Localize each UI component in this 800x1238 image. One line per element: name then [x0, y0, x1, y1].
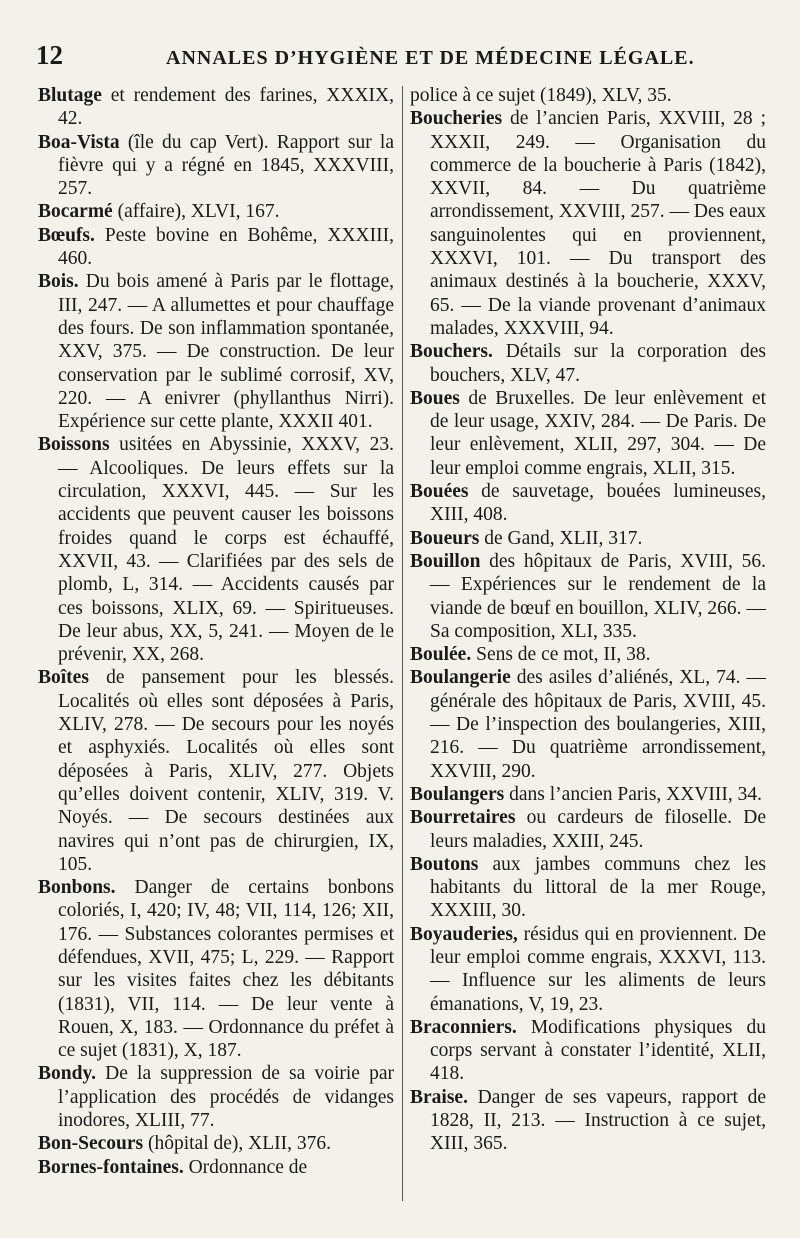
- entry-text: des hôpitaux de Paris, XVIII, 56. — Expériences sur le rendement de la viande de bœuf en bouillon, XLIV, 266. — Sa composition, XLI, 335.: [430, 550, 766, 642]
- entry-text: dans l’ancien Paris, XXVIII, 34.: [504, 783, 763, 805]
- entry-text: Danger de certains bonbons coloriés, I, 420; IV, 48; VII, 114, 126; XII, 176. — Substances colorantes permises et défendues, XVII, 475; L, 229. — Rapport sur les visites faites chez les débitants (1831), VII, 114. — De leur vente à Rouen, X, 183. — Ordonnance du préfet à ce sujet (1831), X, 187.: [58, 877, 394, 1062]
- index-entry: [410, 806, 766, 853]
- entry-text: de l’ancien Paris, XXVIII, 28 ; XXXII, 249. — Organisation du commerce de la boucherie à Paris (1842), XXVII, 84. — Du quatrième arrondissement, XXVIII, 257. — Des eaux sanguinolentes qui en proviennent, XXXVI, 101. — Du transport des animaux destinés à la boucherie, XXXV, 65. — De la viande provenant d’animaux malades, XXXVIII, 94.: [430, 108, 766, 339]
- index-entry: [38, 1062, 394, 1132]
- index-entry: [410, 340, 766, 387]
- entry-text: de Bruxelles. De leur enlèvement et de leur usage, XXIV, 284. — De Paris. De leur enlèvement, XLII, 297, 304. — De leur emploi comme engrais, XLII, 315.: [430, 387, 766, 479]
- entry-text: Ordonnance de: [183, 1156, 308, 1178]
- entry-text: Danger de ses vapeurs, rapport de 1828, II, 213. — Instruction à ce sujet, XIII, 365.: [430, 1086, 766, 1155]
- entry-text: et rendement des farines, XXXIX, 42.: [58, 85, 394, 130]
- entry-headword: Boulée.: [410, 644, 472, 666]
- entry-text: résidus qui en proviennent. De leur emploi comme engrais, XXXVI, 113. — Influence sur les aliments de leurs émanations, V, 19, 23.: [430, 923, 766, 1015]
- entry-headword: Boulangers: [410, 783, 505, 805]
- index-entry: [38, 84, 394, 131]
- entry-headword: Boulangerie: [410, 667, 511, 689]
- index-entry: [38, 224, 394, 271]
- entry-text: Du bois amené à Paris par le flottage, III, 247. — A allumettes et pour chauffage des fours. De son inflammation spontanée, XXV, 375. — De construction. De leur conservation par le sublimé corrosif, XV, 220. — A enivrer (phyllanthus Nirri). Expérience sur cette plante, XXXII 401.: [58, 271, 394, 433]
- entry-text: Détails sur la corporation des bouchers, XLV, 47.: [430, 341, 766, 386]
- entry-headword: Blutage: [38, 85, 102, 106]
- right-column: [410, 84, 766, 1156]
- entry-text: usitées en Abyssinie, XXXV, 23. — Alcooliques. De leurs effets sur la circulation, XXXVI, 445. — Sur les accidents que peuvent causer les boissons froides quand le corps est échauffé, XXVII, 43. — Clarifiées par des sels de plomb, L, 314. — Accidents causés par ces boissons, XLIX, 69. — Spiritueuses. De leur abus, XX, 5, 241. — Moyen de le prévenir, XX, 268.: [58, 434, 394, 666]
- index-entry: [410, 643, 766, 666]
- entry-text: police à ce sujet (1849), XLV, 35.: [410, 85, 672, 106]
- entry-text: de Gand, XLII, 317.: [479, 527, 643, 549]
- entry-headword: Bouchers.: [410, 341, 493, 363]
- running-title: ANNALES D’HYGIÈNE ET DE MÉDECINE LÉGALE.: [166, 47, 695, 69]
- index-entry: [410, 387, 766, 480]
- entry-text: de sauvetage, bouées lumineuses, XIII, 408.: [430, 481, 766, 526]
- entry-text: aux jambes communs chez les habitants du littoral de la mer Rouge, XXXIII, 30.: [430, 853, 766, 922]
- entry-text: (affaire), XLVI, 167.: [112, 201, 280, 223]
- index-entry: [38, 200, 394, 223]
- index-entry: [38, 1132, 394, 1155]
- entry-headword: Boueurs: [410, 527, 480, 549]
- index-entry: [38, 433, 394, 666]
- entry-text: Sens de ce mot, II, 38.: [471, 644, 651, 666]
- entry-headword: Bocarmé: [38, 201, 113, 223]
- entry-headword: Bondy.: [38, 1063, 96, 1085]
- entry-headword: Braconniers.: [410, 1016, 517, 1038]
- entry-text: (île du cap Vert). Rapport sur la fièvre qui y a régné en 1845, XXXVIII, 257.: [58, 131, 394, 200]
- index-entry: [410, 550, 766, 643]
- index-entry: [38, 131, 394, 201]
- entry-headword: Bonbons.: [38, 877, 116, 899]
- entry-headword: Braise.: [410, 1086, 468, 1108]
- entry-text: Modifications physiques du corps servant à constater l’identité, XLII, 418.: [430, 1016, 766, 1085]
- entry-headword: Bois.: [38, 271, 79, 293]
- entry-headword: Bœufs.: [38, 224, 95, 246]
- entry-text: Peste bovine en Bohême, XXXIII, 460.: [58, 224, 394, 270]
- entry-text: de pansement pour les blessés. Localités où elles sont déposées à Paris, XLIV, 278. — De secours pour les noyés et asphyxiés. Localités où elles sont déposées à Paris, XLIV, 277. Objets qu’elles doivent contenir, XLIV, 319. V. Noyés. — De secours destinées aux navires qui n’ont pas de chirurgien, IX, 105.: [58, 667, 394, 875]
- entry-headword: Boîtes: [38, 667, 89, 689]
- index-entry: [38, 876, 394, 1062]
- entry-headword: Boyauderies,: [410, 923, 518, 945]
- index-entry: [410, 480, 766, 527]
- index-entry: [410, 1086, 766, 1156]
- page-number: 12: [36, 40, 63, 70]
- entry-text: De la suppression de sa voirie par l’application des procédés de vidanges inodores, XLIII, 77.: [58, 1063, 394, 1132]
- index-entry: [410, 1016, 766, 1086]
- entry-headword: Bouées: [410, 481, 469, 503]
- entry-headword: Bouillon: [410, 550, 481, 572]
- index-entry: [38, 270, 394, 433]
- entry-headword: Boissons: [38, 434, 110, 456]
- left-column: [38, 84, 394, 1179]
- index-entry: [410, 527, 766, 550]
- index-entry: [38, 666, 394, 876]
- index-entry: [410, 783, 766, 806]
- entry-headword: Boutons: [410, 853, 479, 875]
- entry-text: des asiles d’aliénés, XL, 74. — générale des hôpitaux de Paris, XVIII, 45. — De l’inspection des boulangeries, XIII, 216. — Du quatrième arrondissement, XXVIII, 290.: [430, 667, 766, 782]
- entry-text: (hôpital de), XLII, 376.: [143, 1133, 332, 1155]
- index-entry: [410, 853, 766, 923]
- index-entry: [38, 1156, 394, 1179]
- entry-headword: Bourretaires: [410, 807, 516, 829]
- entry-headword: Boues: [410, 387, 460, 409]
- index-entry: [410, 923, 766, 1016]
- index-entry: [410, 84, 766, 107]
- entry-text: ou cardeurs de filoselle. De leurs maladies, XXIII, 245.: [430, 807, 766, 852]
- page-header: [36, 40, 764, 76]
- entry-headword: Bornes-fontaines.: [38, 1156, 184, 1178]
- column-divider: [402, 86, 403, 1201]
- entry-headword: Bon-Secours: [38, 1133, 144, 1155]
- entry-headword: Boucheries: [410, 108, 503, 130]
- entry-headword: Boa-Vista: [38, 131, 120, 153]
- index-entry: [410, 107, 766, 340]
- index-entry: [410, 666, 766, 782]
